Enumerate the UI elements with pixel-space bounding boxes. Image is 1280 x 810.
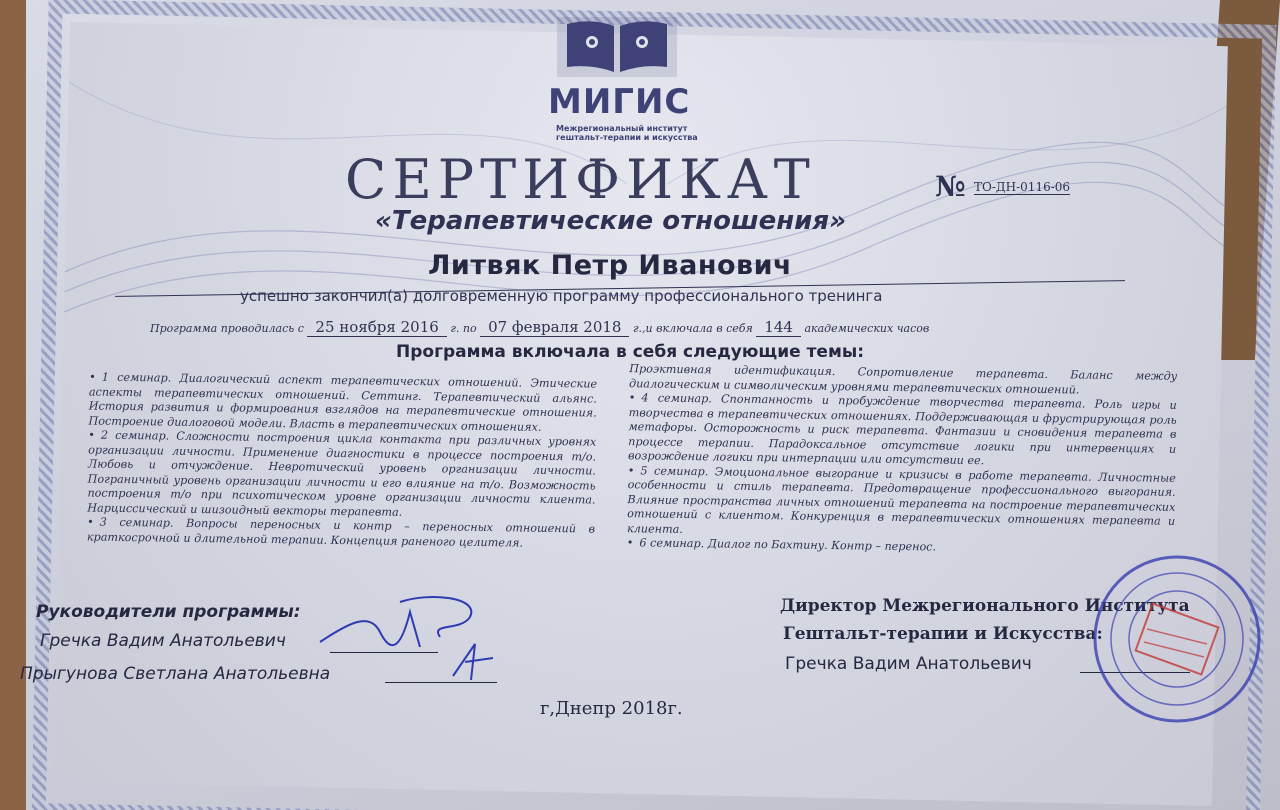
director-name: Гречка Вадим Анатольевич [785, 654, 1032, 674]
course-title: «Терапевтические отношения» [375, 206, 846, 236]
topic-item: • 2 семинар. Сложности построения цикла контакта при различных уровнях организации личности. Применение диагностики в процессе построения т/о. Любовь и отчуждение. Невротический уровень организации личности. Пограничный уровень организации личности и его влияние на т/о. Возможность построения т/о при психотическом уровне организации личности клиента. Нарциссический и шизоидный векторы терапевта. [87, 428, 596, 522]
number-label: № [935, 170, 966, 203]
logo-subtitle-line1: Межрегиональный институт [556, 124, 688, 133]
logo-subtitle [556, 124, 706, 142]
signature-2-icon [445, 636, 505, 686]
certificate-title: СЕРТИФИКАТ [345, 148, 816, 211]
certificate-number: ТО-ДН-0116-06 [974, 180, 1071, 194]
topic-continuation: Проэктивная идентификация. Сопротивление терапевта. Баланс между диалогическим и символическим уровнями терапевтических отношений. [628, 362, 1178, 396]
topic-item: • 6 семинар. Диалог по Бахтину. Контр – перенос. [627, 536, 1175, 558]
program-hours: 144 [756, 318, 801, 337]
topics-left-column [87, 370, 597, 551]
topic-item: • 3 семинар. Вопросы переносных и контр – переносных отношений в краткосрочной и длительной терапии. Концепция раненого целителя. [87, 515, 595, 551]
topic-item: • 4 семинар. Спонтанность и пробуждение творчества терапевта. Роль игры и творчества в терапевтических отношениях. Поддерживающая и фрустрирующая роль метафоры. Осторожность и риск терапевта. Фантазии и сновидения терапевта в процессе терапии. Парадоксальное отсутствие логики при интервенциях и возрождение логики при интерпации или отсутствии ее. [628, 391, 1177, 471]
program-suffix: академических часов [804, 322, 930, 335]
logo-wordmark: МИГИС [548, 82, 691, 122]
program-start-date: 25 ноября 2016 [307, 318, 446, 337]
place-and-year: г,Днепр 2018г. [540, 698, 683, 719]
director-title-line1: Директор Межрегионального Института [780, 596, 1190, 616]
program-mid2: г.,и включала в себя [632, 322, 753, 335]
logo-book-icon [552, 12, 682, 82]
completion-text: успешно закончил(а) долговременную программу профессионального тренинга [240, 287, 883, 305]
leader-name-2: Прыгунова Светлана Анатольевна [20, 664, 331, 684]
program-prefix: Программа проводилась с [150, 322, 304, 335]
topics-right-column [627, 362, 1178, 558]
recipient-name: Литвяк Петр Иванович [428, 250, 793, 281]
program-mid1: г. по [450, 322, 477, 335]
program-dates [150, 318, 929, 336]
topic-item: • 1 семинар. Диалогический аспект терапевтических отношений. Этические аспекты терапевтических отношений. Сеттинг. Терапевтический альянс. История развития и формирования взглядов на терапевтические отношения. Построение диалоговой модели. Власть в терапевтических отношениях. [88, 370, 597, 435]
wood-surface-left [0, 0, 26, 810]
leaders-heading: Руководители программы: [36, 602, 301, 622]
leader-name-1: Гречка Вадим Анатольевич [40, 631, 286, 651]
logo-subtitle-line2: гештальт-терапии и искусства [556, 133, 698, 142]
program-end-date: 07 февраля 2018 [480, 318, 629, 337]
topic-item: • 5 семинар. Эмоциональное выгорание и кризисы в работе терапевта. Личностные особенности и стиль терапевта. Предотвращение профессионального выгорания. Влияние пространства личных отношений терапевта на построение терапевтических отношений с клиентом. Конкуренция в терапевтических отношениях терапевта и клиента. [627, 464, 1176, 544]
official-stamp-icon [1082, 544, 1262, 734]
topics-heading: Программа включала в себя следующие темы: [396, 342, 865, 362]
director-title-line2: Гештальт-терапии и Искусства: [783, 624, 1103, 644]
